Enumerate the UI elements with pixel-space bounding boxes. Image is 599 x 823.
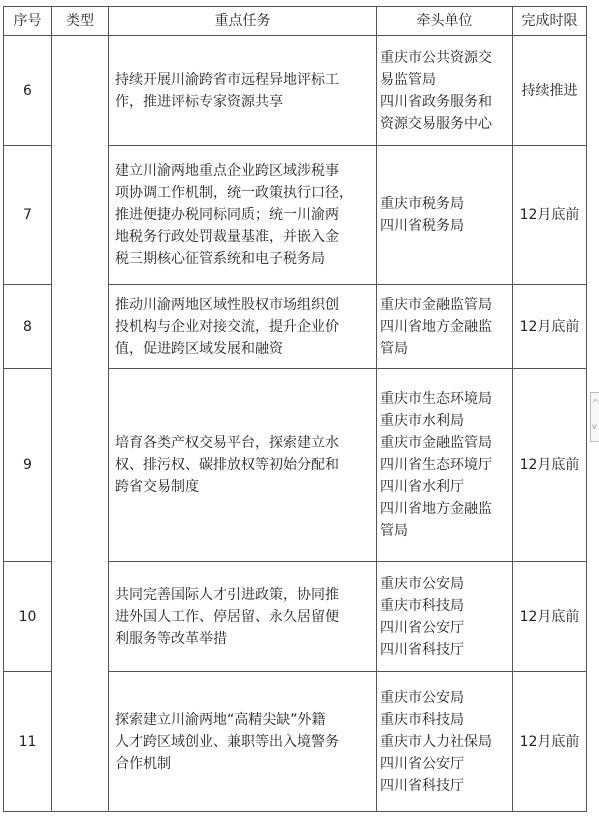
unit-line: 四川省科技厅 — [380, 641, 464, 658]
task-line: 投机构与企业对接交流，提升企业价 — [115, 318, 339, 335]
unit-line: 重庆市科技局 — [380, 597, 464, 614]
task-line: 项协调工作机制，统一政策执行口径， — [115, 185, 353, 201]
row-seq: 6 — [4, 36, 52, 146]
task-line: 税三期核心征管系统和电子税务局 — [115, 251, 325, 267]
header-type: 类型 — [52, 7, 109, 36]
unit-line: 重庆市金融监管局 — [380, 296, 492, 313]
task-line: 权、排污权、碳排放权等初始分配和 — [115, 457, 339, 473]
unit-line: 重庆市金融监管局 — [380, 435, 492, 451]
row-task — [109, 36, 377, 146]
header-row — [4, 7, 587, 36]
header-task: 重点任务 — [109, 7, 377, 36]
row-task — [109, 672, 377, 812]
row-deadline: 12月底前 — [513, 369, 587, 562]
row-deadline: 持续推进 — [513, 36, 587, 146]
unit-line: 重庆市税务局 — [380, 196, 464, 212]
task-line: 建立川渝两地重点企业跨区域涉税事 — [115, 163, 339, 179]
task-line: 进外国人工作、停居留、永久居留便 — [115, 608, 339, 625]
unit-line: 四川省公安厅 — [380, 619, 464, 636]
tasks-table — [3, 6, 587, 812]
unit-line: 四川省地方金融监 — [380, 318, 492, 335]
row-seq: 11 — [4, 672, 52, 812]
row-seq: 8 — [4, 285, 52, 369]
task-line: 地税务行政处罚裁量基准，并嵌入金 — [115, 229, 339, 245]
task-line: 培育各类产权交易平台，探索建立水 — [115, 435, 339, 451]
task-line: 人才跨区域创业、兼职等出入境警务 — [115, 733, 339, 750]
task-line: 共同完善国际人才引进政策，协同推 — [115, 586, 339, 603]
row-lead-units — [377, 146, 513, 285]
task-line: 探索建立川渝两地“高精尖缺”外籍 — [115, 711, 326, 728]
unit-line: 重庆市公安局 — [380, 689, 464, 706]
task-line: 推进便捷办税同标同质；统一川渝两 — [115, 207, 339, 223]
row-deadline: 12月底前 — [513, 285, 587, 369]
row-task — [109, 562, 377, 672]
chevron-up-icon: ^ — [592, 398, 599, 407]
row-deadline: 12月底前 — [513, 562, 587, 672]
unit-line: 四川省公安厅 — [380, 755, 464, 772]
table-row — [4, 36, 587, 146]
unit-line: 四川省科技厅 — [380, 777, 464, 794]
row-task — [109, 146, 377, 285]
unit-line: 四川省地方金融监 — [380, 501, 492, 517]
unit-line: 易监管局 — [380, 71, 436, 88]
unit-line: 四川省税务局 — [380, 218, 464, 234]
row-lead-units — [377, 36, 513, 146]
row-lead-units — [377, 562, 513, 672]
row-seq: 7 — [4, 146, 52, 285]
task-line: 作，推进评标专家资源共享 — [115, 93, 283, 110]
task-line: 跨省交易制度 — [115, 479, 199, 495]
row-lead-units — [377, 369, 513, 562]
task-line: 值，促进跨区域发展和融资 — [115, 340, 283, 357]
unit-line: 管局 — [380, 340, 408, 357]
row-task — [109, 285, 377, 369]
header-lead: 牵头单位 — [377, 7, 513, 36]
unit-line: 四川省政务服务和 — [380, 93, 492, 110]
row-task — [109, 369, 377, 562]
unit-line: 资源交易服务中心 — [380, 115, 492, 132]
unit-line: 重庆市科技局 — [380, 711, 464, 728]
unit-line: 管局 — [380, 523, 408, 539]
task-line: 合作机制 — [115, 755, 171, 772]
row-lead-units — [377, 285, 513, 369]
row-lead-units — [377, 672, 513, 812]
header-seq: 序号 — [4, 7, 52, 36]
row-deadline: 12月底前 — [513, 672, 587, 812]
task-line: 持续开展川渝跨省市远程异地评标工 — [115, 71, 339, 88]
task-line: 利服务等改革举措 — [115, 630, 227, 647]
type-cell — [52, 36, 109, 812]
unit-line: 重庆市水利局 — [380, 413, 464, 429]
unit-line: 重庆市公共资源交 — [380, 49, 492, 66]
unit-line: 重庆市公安局 — [380, 575, 464, 592]
unit-line: 重庆市人力社保局 — [380, 733, 492, 750]
row-seq: 10 — [4, 562, 52, 672]
row-deadline: 12月底前 — [513, 146, 587, 285]
unit-line: 四川省生态环境厅 — [380, 457, 492, 473]
task-line: 推动川渝两地区域性股权市场组织创 — [115, 296, 339, 313]
side-scroll-tab[interactable] — [590, 392, 599, 442]
unit-line: 重庆市生态环境局 — [380, 391, 492, 407]
header-deadline: 完成时限 — [513, 7, 587, 36]
row-seq: 9 — [4, 369, 52, 562]
unit-line: 四川省水利厅 — [380, 479, 464, 495]
chevron-down-icon: v — [592, 422, 597, 431]
